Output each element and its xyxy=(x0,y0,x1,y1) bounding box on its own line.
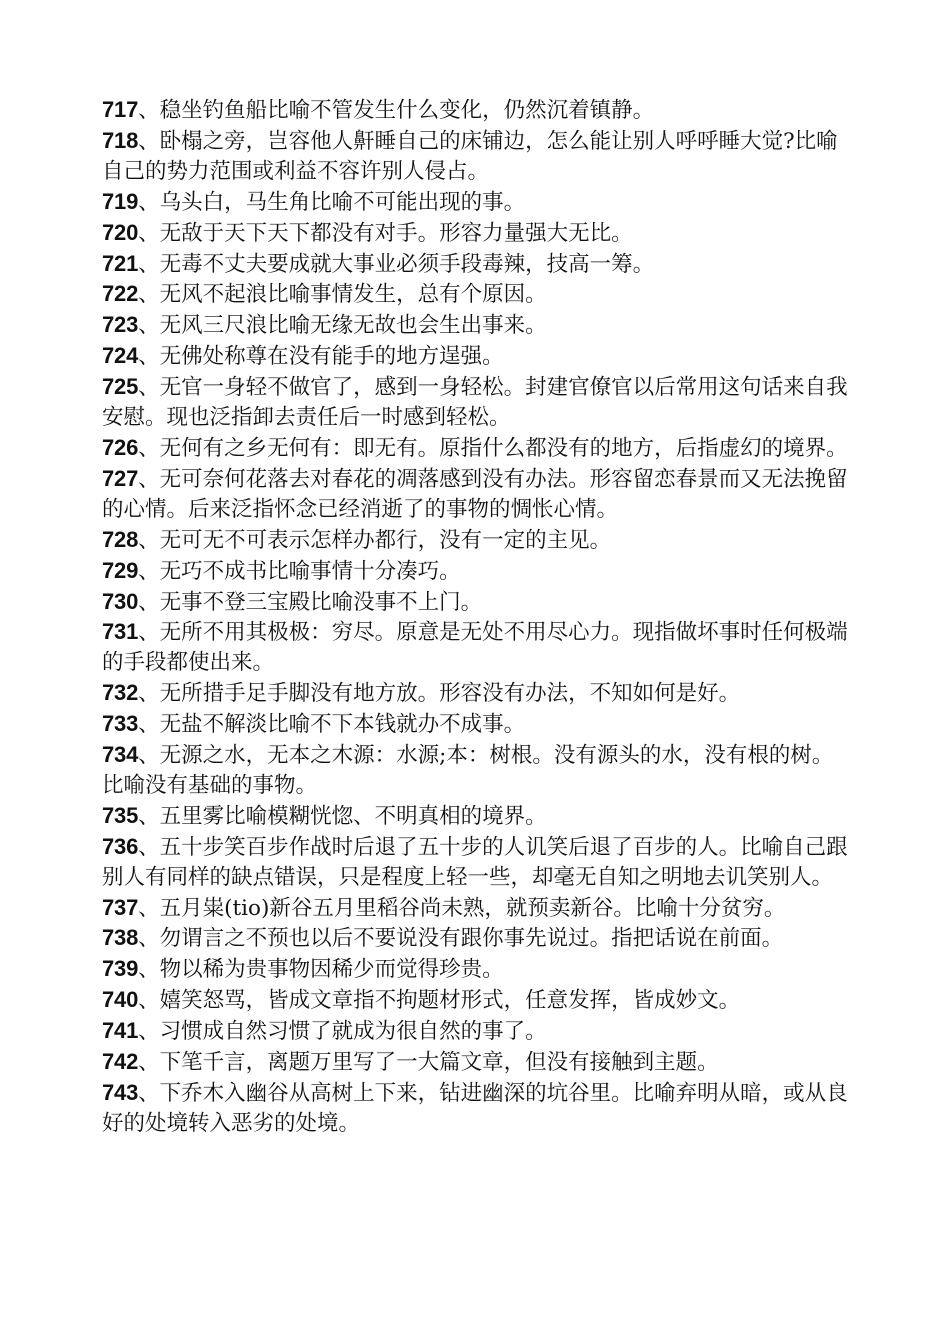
entry-text: 、无事不登三宝殿比喻没事不上门。 xyxy=(138,589,483,615)
idiom-entry xyxy=(102,310,854,341)
idiom-entry xyxy=(102,832,854,893)
idiom-entry xyxy=(102,923,854,954)
idiom-entry xyxy=(102,126,854,187)
entry-text: 、无官一身轻不做官了，感到一身轻松。封建官僚官以后常用这句话来自我安慰。现也泛指卸去责任后一时感到轻松。 xyxy=(102,375,848,431)
idiom-entry xyxy=(102,464,854,525)
entry-number: 726 xyxy=(102,434,139,460)
idiom-entry xyxy=(102,740,854,801)
idiom-list xyxy=(102,95,854,1139)
entry-text: 、五里雾比喻模糊恍惚、不明真相的境界。 xyxy=(138,803,547,829)
entry-text: 、习惯成自然习惯了就成为很自然的事了。 xyxy=(138,1019,547,1045)
entry-text: 、稳坐钓鱼船比喻不管发生什么变化，仍然沉着镇静。 xyxy=(138,98,655,123)
idiom-entry xyxy=(102,1078,854,1139)
entry-number: 735 xyxy=(102,802,139,828)
entry-number: 737 xyxy=(102,894,139,920)
entry-text: 、无盐不解淡比喻不下本钱就办不成事。 xyxy=(138,712,526,738)
idiom-entry xyxy=(102,95,854,126)
idiom-entry xyxy=(102,587,854,618)
entry-number: 741 xyxy=(102,1018,139,1044)
idiom-entry xyxy=(102,709,854,740)
entry-number: 722 xyxy=(102,281,139,307)
entry-number: 732 xyxy=(102,680,139,706)
entry-number: 733 xyxy=(102,711,139,737)
entry-number: 724 xyxy=(102,343,139,369)
idiom-entry xyxy=(102,556,854,587)
idiom-entry xyxy=(102,187,854,218)
entry-text: 、无源之水，无本之木源：水源;本：树根。没有源头的水，没有根的树。比喻没有基础的事物。 xyxy=(102,743,834,798)
entry-number: 738 xyxy=(102,925,139,951)
idiom-entry xyxy=(102,341,854,372)
entry-number: 728 xyxy=(102,526,139,552)
entry-text: 、五十步笑百步作战时后退了五十步的人讥笑后退了百步的人。比喻自己跟别人有同样的缺点错误，只是程度上轻一些，却毫无自知之明地去讥笑别人。 xyxy=(102,834,848,890)
entry-number: 718 xyxy=(102,127,139,153)
entry-text: 、无风不起浪比喻事情发生，总有个原因。 xyxy=(138,282,547,308)
idiom-entry xyxy=(102,1047,854,1078)
entry-number: 742 xyxy=(102,1049,139,1075)
entry-number: 725 xyxy=(102,374,139,400)
entry-text: 、无何有之乡无何有：即无有。原指什么都没有的地方，后指虚幻的境界。 xyxy=(138,435,848,461)
idiom-entry xyxy=(102,433,854,464)
idiom-entry xyxy=(102,372,854,433)
entry-number: 734 xyxy=(102,742,139,768)
entry-number: 723 xyxy=(102,312,139,338)
entry-text: 、无可无不可表示怎样办都行，没有一定的主见。 xyxy=(138,527,612,553)
entry-number: 719 xyxy=(102,188,139,214)
entry-number: 736 xyxy=(102,833,139,859)
entry-text: 、嬉笑怒骂，皆成文章指不拘题材形式，任意发挥，皆成妙文。 xyxy=(138,988,741,1014)
entry-number: 721 xyxy=(102,250,139,276)
entry-number: 730 xyxy=(102,588,139,614)
entry-number: 727 xyxy=(102,465,139,491)
entry-number: 717 xyxy=(102,97,139,122)
entry-text: 、五月粜(tio)新谷五月里稻谷尚未熟，就预卖新谷。比喻十分贫穷。 xyxy=(138,895,786,921)
idiom-entry xyxy=(102,617,854,678)
entry-text: 、无可奈何花落去对春花的凋落感到没有办法。形容留恋春景而又无法挽留的心情。后来泛指怀念已经消逝了的事物的惆怅心情。 xyxy=(102,466,848,522)
entry-text: 、卧榻之旁，岂容他人鼾睡自己的床铺边，怎么能让别人呼呼睡大觉?比喻自己的势力范围或利益不容许别人侵占。 xyxy=(102,128,838,184)
idiom-entry xyxy=(102,1016,854,1047)
entry-text: 、下笔千言，离题万里写了一大篇文章，但没有接触到主题。 xyxy=(138,1050,719,1076)
entry-text: 、物以稀为贵事物因稀少而觉得珍贵。 xyxy=(138,957,504,983)
idiom-entry xyxy=(102,525,854,556)
entry-text: 、下乔木入幽谷从高树上下来，钻进幽深的坑谷里。比喻弃明从暗，或从良好的处境转入恶劣的处境。 xyxy=(102,1081,848,1136)
idiom-entry xyxy=(102,985,854,1016)
idiom-entry xyxy=(102,218,854,249)
entry-number: 743 xyxy=(102,1080,139,1105)
entry-number: 740 xyxy=(102,987,139,1013)
idiom-entry xyxy=(102,279,854,310)
entry-number: 739 xyxy=(102,956,139,982)
idiom-entry xyxy=(102,954,854,985)
entry-text: 、无敌于天下天下都没有对手。形容力量强大无比。 xyxy=(138,220,633,246)
entry-number: 729 xyxy=(102,557,139,583)
idiom-entry xyxy=(102,678,854,709)
entry-text: 、无风三尺浪比喻无缘无故也会生出事来。 xyxy=(138,313,547,339)
entry-number: 720 xyxy=(102,219,139,245)
entry-text: 、勿谓言之不预也以后不要说没有跟你事先说过。指把话说在前面。 xyxy=(138,926,784,952)
entry-text: 、乌头白，马生角比喻不可能出现的事。 xyxy=(138,189,526,215)
idiom-entry xyxy=(102,893,854,924)
entry-text: 、无佛处称尊在没有能手的地方逞强。 xyxy=(138,344,504,370)
idiom-entry xyxy=(102,249,854,280)
idiom-entry xyxy=(102,801,854,832)
entry-text: 、无巧不成书比喻事情十分凑巧。 xyxy=(138,558,461,584)
entry-text: 、无所措手足手脚没有地方放。形容没有办法，不知如何是好。 xyxy=(138,681,741,707)
entry-text: 、无所不用其极极：穷尽。原意是无处不用尽心力。现指做坏事时任何极端的手段都使出来。 xyxy=(102,620,848,676)
entry-text: 、无毒不丈夫要成就大事业必须手段毒辣，技高一筹。 xyxy=(138,251,655,277)
entry-number: 731 xyxy=(102,619,139,645)
